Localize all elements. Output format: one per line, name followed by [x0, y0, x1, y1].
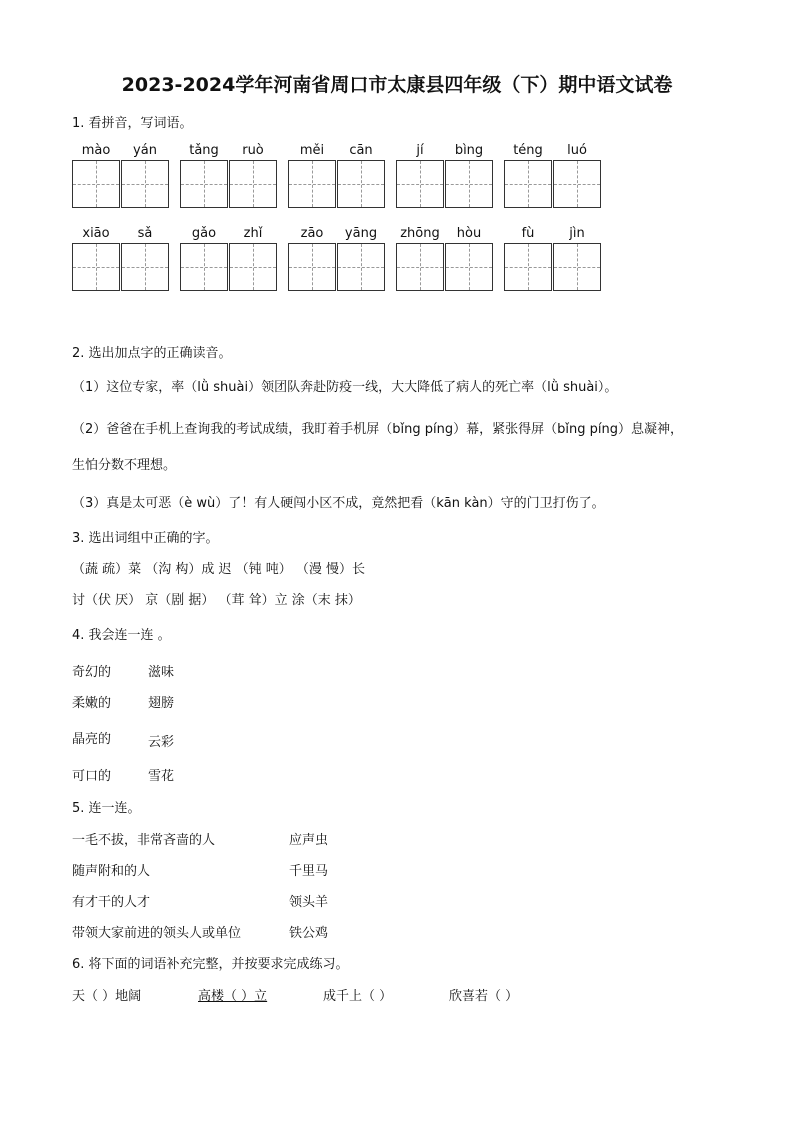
q4-right-1: 滋味 [148, 665, 175, 680]
q2-item-2-cont: 生怕分数不理想。 [72, 458, 177, 473]
q6-word-4: 欣喜若（ ） [449, 989, 519, 1004]
q4-left-3: 晶亮的 [72, 732, 112, 747]
q4-right-3: 云彩 [148, 735, 175, 750]
pinyin-label: sǎ [137, 226, 153, 241]
character-writing-box[interactable] [504, 243, 552, 291]
q5-left-1: 一毛不拔，非常吝啬的人 [72, 833, 216, 848]
pinyin-label: tǎng [189, 143, 219, 158]
q5-right-1: 应声虫 [289, 833, 329, 848]
character-writing-box[interactable] [445, 160, 493, 208]
character-writing-box[interactable] [337, 243, 385, 291]
character-writing-box[interactable] [337, 160, 385, 208]
pinyin-label: bìng [454, 143, 484, 158]
q4-left-4: 可口的 [72, 769, 112, 784]
q2-item-3: （3）真是太可恶（è wù）了！有人硬闯小区不成，竟然把看（kān kàn）守的门卫打伤了。 [72, 496, 605, 511]
q6-word-3: 成千上（ ） [323, 989, 393, 1004]
q4-left-2: 柔嫩的 [72, 696, 112, 711]
character-writing-box[interactable] [553, 243, 601, 291]
character-writing-box[interactable] [288, 243, 336, 291]
pinyin-label: měi [299, 143, 325, 158]
character-writing-box[interactable] [553, 160, 601, 208]
q2-item-2: （2）爸爸在手机上查询我的考试成绩，我盯着手机屏（bǐng píng）幕，紧张得屏（bǐng píng）息凝神， [72, 422, 683, 437]
pinyin-label: luó [567, 143, 587, 158]
q6-word-1: 天（ ）地阔 [72, 989, 142, 1004]
pinyin-label: jìn [569, 226, 585, 241]
q2-item-1: （1）这位专家，率（lǜ shuài）领团队奔赴防疫一线，大大降低了病人的死亡率（lǜ shuài）。 [72, 380, 618, 395]
q2-heading: 2. 选出加点字的正确读音。 [72, 346, 232, 361]
q5-right-3: 领头羊 [289, 895, 329, 910]
q6-heading: 6. 将下面的词语补充完整，并按要求完成练习。 [72, 957, 349, 972]
character-writing-box[interactable] [229, 243, 277, 291]
pinyin-label: gǎo [191, 226, 217, 241]
q5-left-2: 随声附和的人 [72, 864, 151, 879]
pinyin-label: cān [349, 143, 373, 158]
pinyin-label: zāo [300, 226, 324, 241]
q3-heading: 3. 选出词组中正确的字。 [72, 531, 219, 546]
character-writing-box[interactable] [229, 160, 277, 208]
pinyin-label: hòu [456, 226, 482, 241]
q5-right-4: 铁公鸡 [289, 926, 329, 941]
character-writing-box[interactable] [180, 160, 228, 208]
q4-left-1: 奇幻的 [72, 665, 112, 680]
character-writing-box[interactable] [504, 160, 552, 208]
character-writing-box[interactable] [121, 160, 169, 208]
pinyin-label: téng [513, 143, 543, 158]
pinyin-label: mào [81, 143, 111, 158]
q5-left-4: 带领大家前进的领头人或单位 [72, 926, 242, 941]
character-writing-box[interactable] [72, 243, 120, 291]
character-writing-box[interactable] [396, 160, 444, 208]
character-writing-box[interactable] [121, 243, 169, 291]
q5-heading: 5. 连一连。 [72, 801, 141, 816]
pinyin-label: yán [133, 143, 157, 158]
q5-right-2: 千里马 [289, 864, 329, 879]
pinyin-label: yāng [344, 226, 378, 241]
character-writing-box[interactable] [396, 243, 444, 291]
page-title: 2023-2024学年河南省周口市太康县四年级（下）期中语文试卷 [121, 74, 673, 96]
q4-heading: 4. 我会连一连 。 [72, 628, 171, 643]
q6-word-2: 高楼（ ）立 [198, 989, 268, 1004]
pinyin-label: ruò [242, 143, 264, 158]
q3-line-1: （蔬 疏）菜 （沟 构）成 迟 （钝 吨） （漫 慢）长 [72, 562, 366, 577]
pinyin-label: fù [521, 226, 535, 241]
q4-right-2: 翅膀 [148, 696, 175, 711]
q5-left-3: 有才干的人才 [72, 895, 151, 910]
character-writing-box[interactable] [72, 160, 120, 208]
character-writing-box[interactable] [180, 243, 228, 291]
pinyin-label: zhǐ [243, 226, 263, 241]
q3-line-2: 讨（伏 厌） 京（剧 据） （茸 耸）立 涂（末 抹） [72, 593, 361, 608]
pinyin-label: zhōng [400, 226, 440, 241]
q1-heading: 1. 看拼音，写词语。 [72, 116, 193, 131]
pinyin-label: jí [416, 143, 424, 158]
character-writing-box[interactable] [445, 243, 493, 291]
character-writing-box[interactable] [288, 160, 336, 208]
q4-right-4: 雪花 [148, 769, 175, 784]
pinyin-label: xiāo [82, 226, 110, 241]
